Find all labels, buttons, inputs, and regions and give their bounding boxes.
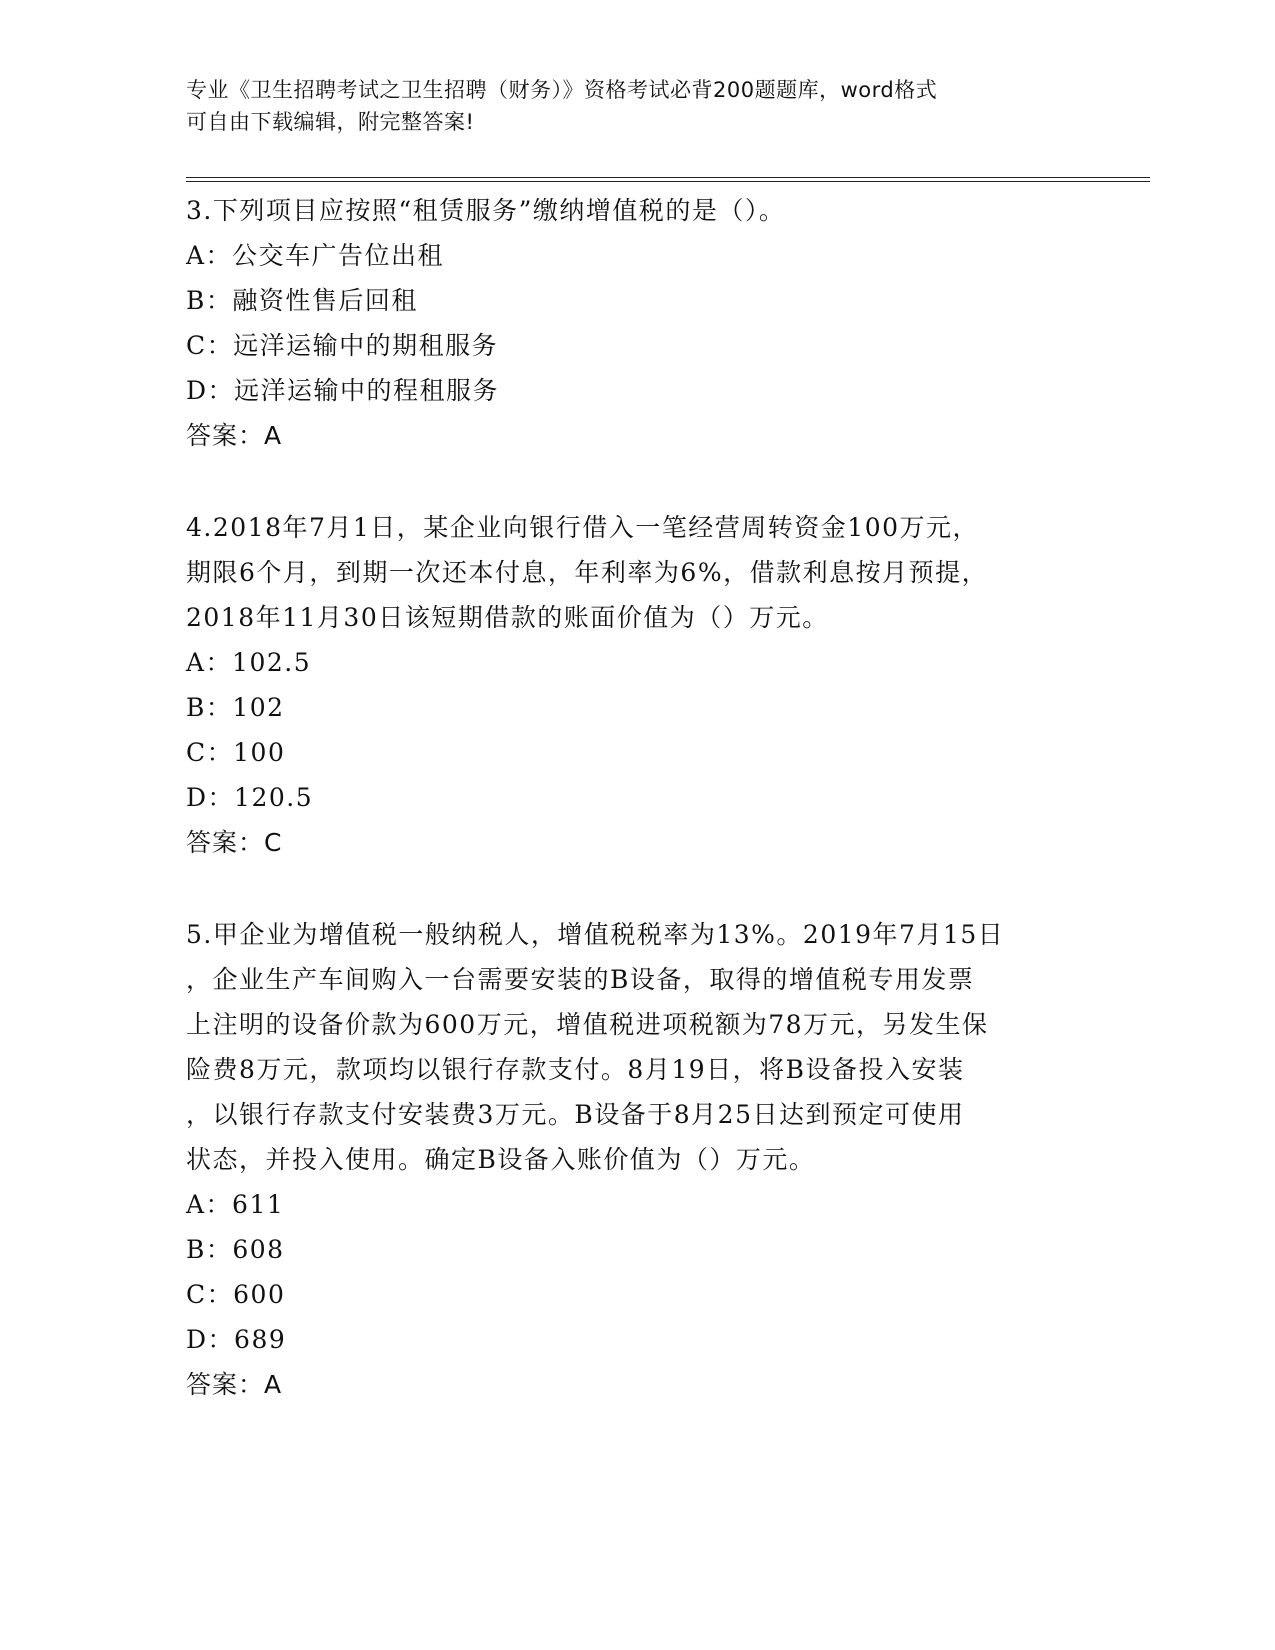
- header-divider-top: [186, 177, 1150, 178]
- question-3: [186, 188, 1076, 458]
- option-c: C：600: [186, 1280, 286, 1309]
- question-stem-line-3: 上注明的设备价款为600万元，增值税进项税额为78万元，另发生保: [186, 1010, 989, 1039]
- question-stem-line-1: 5.甲企业为增值税一般纳税人，增值税税率为13%。2019年7月15日: [186, 920, 1005, 949]
- question-stem-line-1: 4.2018年7月1日，某企业向银行借入一笔经营周转资金100万元，: [186, 513, 980, 542]
- option-a: A：102.5: [186, 648, 312, 677]
- question-stem-line-2: 期限6个月，到期一次还本付息，年利率为6%，借款利息按月预提，: [186, 558, 989, 587]
- answer: 答案：C: [186, 828, 283, 857]
- question-stem: 3.下列项目应按照“租赁服务”缴纳增值税的是（）。: [186, 196, 786, 225]
- answer: 答案：A: [186, 1370, 283, 1399]
- question-stem-line-5: ，以银行存款支付安装费3万元。B设备于8月25日达到预定可使用: [186, 1100, 965, 1129]
- question-stem-line-2: ，企业生产车间购入一台需要安装的B设备，取得的增值税专用发票: [186, 965, 975, 994]
- document-header: [186, 74, 1076, 138]
- option-b: B：融资性售后回租: [186, 286, 418, 315]
- option-a: A：611: [186, 1190, 285, 1219]
- option-d: D：远洋运输中的程租服务: [186, 376, 500, 405]
- option-a: A：公交车广告位出租: [186, 241, 445, 270]
- option-b: B：608: [186, 1235, 285, 1264]
- question-stem-line-4: 险费8万元，款项均以银行存款支付。8月19日，将B设备投入安装: [186, 1055, 965, 1084]
- option-c: C：远洋运输中的期租服务: [186, 331, 499, 360]
- option-d: D：120.5: [186, 783, 314, 812]
- question-stem-line-3: 2018年11月30日该短期借款的账面价值为（）万元。: [186, 603, 829, 632]
- header-divider-bottom: [186, 181, 1150, 182]
- header-line-1: 专业《卫生招聘考试之卫生招聘（财务）》资格考试必背200题题库，word格式: [186, 78, 938, 102]
- option-d: D：689: [186, 1325, 287, 1354]
- option-c: C：100: [186, 738, 286, 767]
- question-4: [186, 505, 1076, 865]
- answer: 答案：A: [186, 421, 283, 450]
- question-stem-line-6: 状态，并投入使用。确定B设备入账价值为（）万元。: [186, 1145, 816, 1174]
- question-5: [186, 912, 1076, 1407]
- header-line-2: 可自由下载编辑，附完整答案!: [186, 110, 475, 134]
- option-b: B：102: [186, 693, 285, 722]
